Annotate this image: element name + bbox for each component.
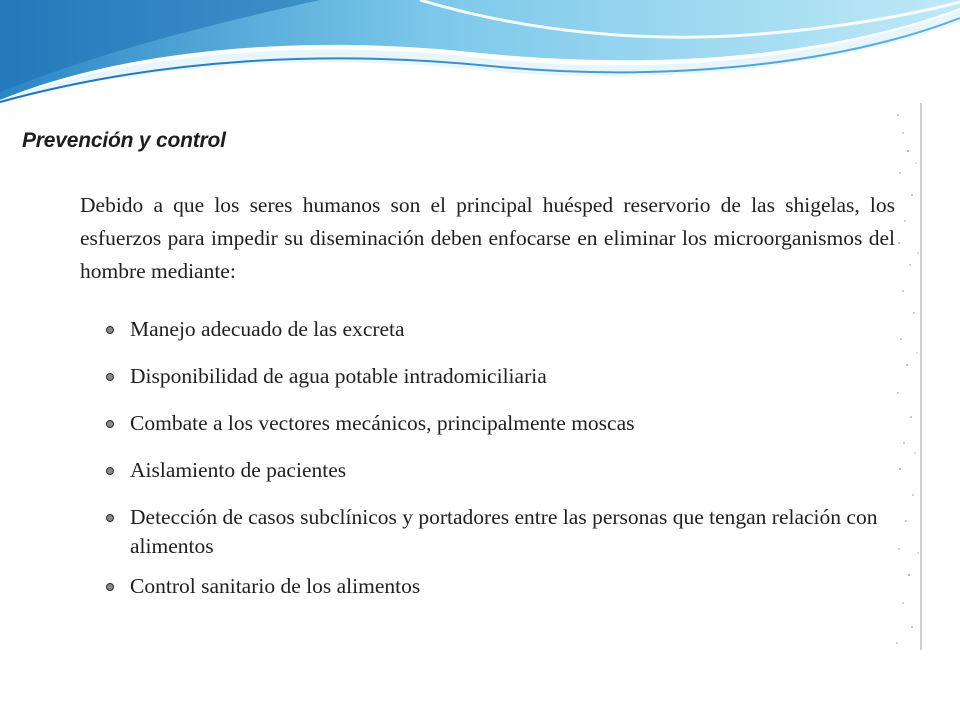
- list-item-text: Manejo adecuado de las excreta: [130, 317, 405, 341]
- bullet-icon: [106, 514, 114, 522]
- list-item-text: Aislamiento de pacientes: [130, 458, 347, 482]
- intro-paragraph: Debido a que los seres humanos son el principal huésped reservorio de las shigelas, los esfuerzos para impedir su diseminación deben enfocarse en eliminar los microorganismos del hombre mediante:: [80, 193, 895, 283]
- header-wave-decoration: [0, 0, 960, 110]
- list-item-text: Combate a los vectores mecánicos, principalmente moscas: [130, 411, 635, 435]
- scanned-page: [0, 103, 922, 650]
- prevention-list: [106, 315, 896, 619]
- list-item-text: Detección de casos subclínicos y portadores entre las personas que tengan relación con alimentos: [130, 505, 878, 558]
- list-item: [106, 503, 896, 561]
- bullet-icon: [106, 583, 114, 591]
- list-item: [106, 572, 896, 601]
- list-item-text: Disponibilidad de agua potable intradomiciliaria: [130, 364, 547, 388]
- section-heading: Prevención y control: [22, 129, 226, 152]
- bullet-icon: [106, 326, 114, 334]
- list-item-text: Control sanitario de los alimentos: [130, 574, 421, 598]
- list-item: [106, 456, 896, 485]
- list-item: [106, 409, 896, 438]
- bullet-icon: [106, 420, 114, 428]
- scan-edge-noise: [894, 103, 922, 650]
- bullet-icon: [106, 373, 114, 381]
- list-item: [106, 315, 896, 344]
- bullet-icon: [106, 467, 114, 475]
- list-item: [106, 362, 896, 391]
